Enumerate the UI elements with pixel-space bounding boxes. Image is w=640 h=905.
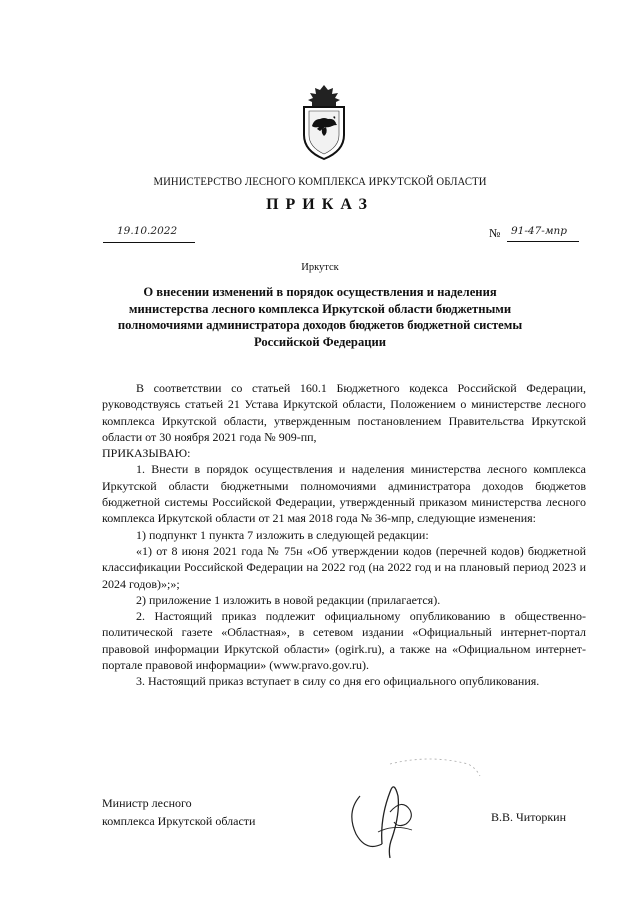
handwritten-signature [330, 752, 490, 862]
date-underline [103, 241, 195, 244]
number-field [489, 226, 579, 246]
date-field [103, 227, 195, 247]
city-name: Иркутск [301, 262, 339, 273]
item-1-paragraph: 1. Внести в порядок осуществления и наделения министерства лесного комплекса Иркутской области бюджетными полномочиями администратора доходов бюджетов бюджетной системы Российской Федерации, утвержденный приказом министерства лесного комплекса Иркутской области от 21 мая 2018 года № 36-мпр, следующие изменения: [102, 462, 586, 526]
signatory-title [102, 794, 255, 830]
item-3-paragraph: 3. Настоящий приказ вступает в силу со дня его официального опубликования. [136, 674, 540, 689]
number-underline [507, 240, 579, 243]
item-1-1-paragraph: 1) подпункт 1 пункта 7 изложить в следующей редакции: [136, 527, 429, 542]
signatory-title-line-1: Министр лесного [102, 796, 192, 810]
signatory-name: В.В. Читоркин [491, 810, 566, 824]
number-value: 91-47-мпр [511, 225, 568, 237]
document-subject: О внесении изменений в порядок осуществления и наделения министерства лесного комплекса Иркутской области бюджетными полномочиями администратора доходов бюджетов бюджетной системы Российской Федерации [117, 285, 523, 349]
item-2-paragraph: 2. Настоящий приказ подлежит официальному опубликованию в общественно-политической газете «Областная», в сетевом издании «Официальный интернет-портал правовой информации Иркутской области» (ogirk.ru), а также на «Официальном интернет-портале правовой информации» (www.pravo.gov.ru). [102, 609, 586, 673]
coat-of-arms-emblem [298, 83, 350, 161]
document-body [102, 380, 586, 690]
preamble-paragraph: В соответствии со статьей 160.1 Бюджетного кодекса Российской Федерации, руководствуясь статьей 21 Устава Иркутской области, Положением о министерстве лесного комплекса Иркутской области, утвержденным постановлением Правительства Иркутской области от 30 ноября 2021 года № 909-пп, [102, 381, 586, 444]
order-word: ПРИКАЗЫВАЮ: [102, 446, 191, 461]
item-1-1-quote-paragraph: «1) от 8 июня 2021 года № 75н «Об утверждении кодов (перечней кодов) бюджетной классификации Российской Федерации на 2022 год (на 2022 год и на плановый период 2023 и 2024 годов)»;»; [102, 543, 586, 591]
item-1-2-paragraph: 2) приложение 1 изложить в новой редакции (прилагается). [136, 592, 441, 607]
date-value: 19.10.2022 [117, 225, 178, 237]
signatory-title-line-2: комплекса Иркутской области [102, 814, 256, 828]
number-prefix: № [489, 226, 501, 240]
ministry-name: МИНИСТЕРСТВО ЛЕСНОГО КОМПЛЕКСА ИРКУТСКОЙ ОБЛАСТИ [153, 176, 487, 188]
document-type-title: ПРИКАЗ [266, 196, 374, 213]
